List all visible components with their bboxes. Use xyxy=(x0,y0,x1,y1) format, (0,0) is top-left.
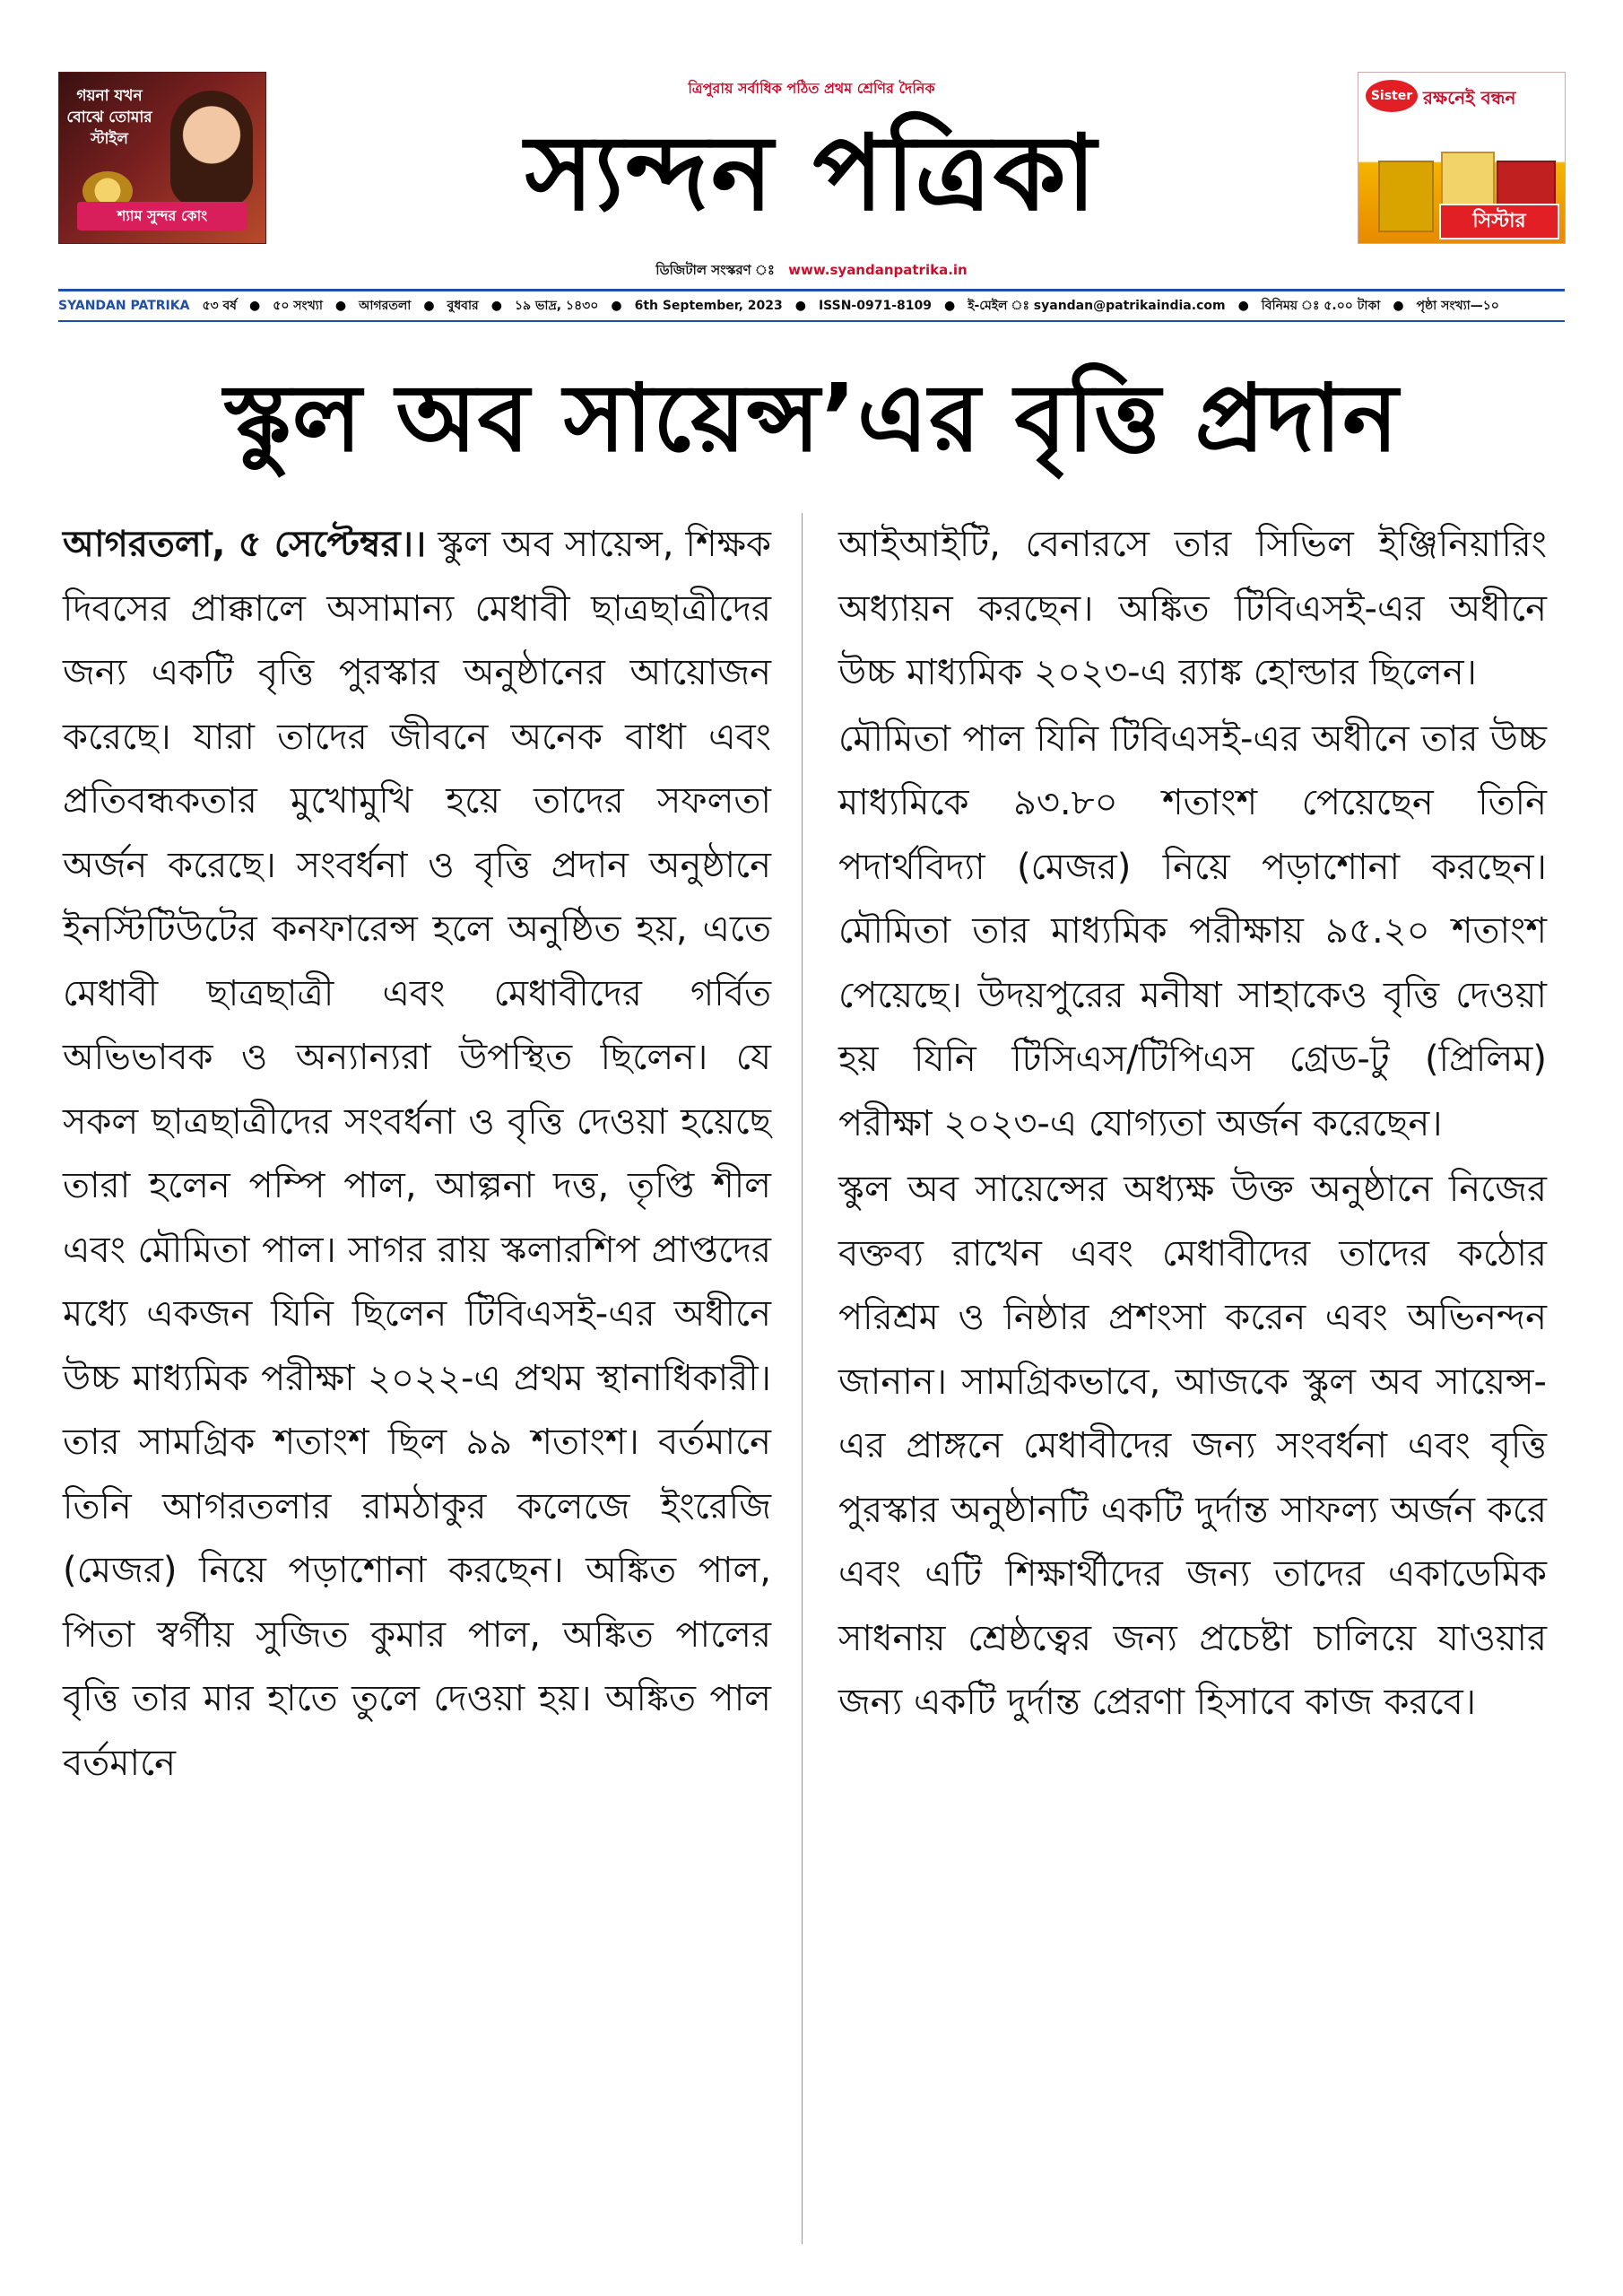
article-paragraph: স্কুল অব সায়েন্সের অধ্যক্ষ উক্ত অনুষ্ঠানে নিজের বক্তব্য রাখেন এবং মেধাবীদের তাদের কঠোর পরিশ্রম ও নিষ্ঠার প্রশংসা করেন এবং অভিনন্দন জানান। সামগ্রিকভাবে, আজকে স্কুল অব সায়েন্স-এর প্রাঙ্গনে মেধাবীদের জন্য সংবর্ধনা এবং বৃত্তি পুরস্কার অনুষ্ঠানটি একটি দুর্দান্ত সাফল্য অর্জন করে এবং এটি শিক্ষার্থীদের জন্য তাদের একাডেমিক সাধনায় শ্রেষ্ঠত্বের জন্য প্রচেষ্টা চালিয়ে যাওয়ার জন্য একটি দুর্দান্ত প্রেরণা হিসাবে কাজ করবে। xyxy=(838,1169,1547,1723)
article-column-right xyxy=(838,513,1547,1737)
strip-weekday: বুধবার xyxy=(447,299,479,313)
ad-left-brand: শ্যাম সুন্দর কোং xyxy=(77,202,247,230)
bullet-icon: ● xyxy=(423,299,435,313)
bullet-icon: ● xyxy=(490,299,502,313)
bullet-icon: ● xyxy=(1237,299,1249,313)
ad-right-brand: সিস্টার xyxy=(1439,204,1559,239)
article-body-left: স্কুল অব সায়েন্স, শিক্ষক দিবসের প্রাক্কালে অসামান্য মেধাবী ছাত্রছাত্রীদের জন্য একটি বৃত্তি পুরস্কার অনুষ্ঠানের আয়োজন করেছে। যারা তাদের জীবনে অনেক বাধা এবং প্রতিবন্ধকতার মুখোমুখি হয়ে তাদের সফলতা অর্জন করেছে। সংবর্ধনা ও বৃত্তি প্রদান অনুষ্ঠানে ইনস্টিটিউটের কনফারেন্স হলে অনুষ্ঠিত হয়, এতে মেধাবী ছাত্রছাত্রী এবং মেধাবীদের গর্বিত অভিভাবক ও অন্যান্যরা উপস্থিত ছিলেন। যে সকল ছাত্রছাত্রীদের সংবর্ধনা ও বৃত্তি দেওয়া হয়েছে তারা হলেন পম্পি পাল, আল্পনা দত্ত, তৃপ্তি শীল এবং মৌমিতা পাল। সাগর রায় স্কলারশিপ প্রাপ্তদের মধ্যে একজন যিনি ছিলেন টিবিএসই-এর অধীনে উচ্চ মাধ্যমিক পরীক্ষা ২০২২-এ প্রথম স্থানাধিকারী। তার সামগ্রিক শতাংশ ছিল ৯৯ শতাংশ। বর্তমানে তিনি আগরতলার রামঠাকুর কলেজে ইংরেজি (মেজর) নিয়ে পড়াশোনা করছেন। অঙ্কিত পাল, পিতা স্বর্গীয় সুজিত কুমার পাল, অঙ্কিত পালের বৃত্তি তার মার হাতে তুলে দেওয়া হয়। অঙ্কিত পাল বর্তমানে xyxy=(63,524,771,1784)
bullet-icon: ● xyxy=(249,299,261,313)
newspaper-title: স্যন্দন পত্রিকা xyxy=(525,112,1098,234)
article-paragraph xyxy=(63,513,771,1796)
edition-info-strip xyxy=(58,289,1565,322)
article-column-left xyxy=(63,513,771,1797)
bullet-icon: ● xyxy=(794,299,806,313)
ad-right-tagline: রক্ষনেই বন্ধন xyxy=(1423,87,1516,109)
sister-logo: Sister xyxy=(1366,80,1418,112)
strip-price: বিনিময় ঃ ৫.০০ টাকা xyxy=(1261,299,1381,313)
bullet-icon: ● xyxy=(1393,299,1404,313)
bullet-icon: ● xyxy=(611,299,622,313)
bullet-icon: ● xyxy=(943,299,956,313)
strip-brand: SYANDAN PATRIKA xyxy=(58,299,190,313)
strip-bengali-date: ১৯ ভাদ্র, ১৪৩০ xyxy=(514,299,599,313)
strip-issn: ISSN-0971-8109 xyxy=(818,299,932,313)
website-link[interactable]: www.syandanpatrika.in xyxy=(788,262,968,278)
strip-email[interactable]: ই-মেইল ঃ syandan@patrikaindia.com xyxy=(968,299,1226,313)
digital-edition-line xyxy=(0,260,1623,283)
bullet-icon: ● xyxy=(334,299,347,313)
article-paragraph: মৌমিতা পাল যিনি টিবিএসই-এর অধীনে তার উচ্চ মাধ্যমিকে ৯৩.৮০ শতাংশ পেয়েছেন তিনি পদার্থবিদ্যা (মেজর) নিয়ে পড়াশোনা করছেন। মৌমিতা তার মাধ্যমিক পরীক্ষায় ৯৫.২০ শতাংশ পেয়েছে। উদয়পুরের মনীষা সাহাকেও বৃত্তি দেওয়া হয় যিনি টিসিএস/টিপিএস গ্রেড-টু (প্রিলিম) পরীক্ষা ২০২৩-এ যোগ্যতা অর্জন করেছেন। xyxy=(838,718,1547,1144)
strip-issue: ৫০ সংখ্যা xyxy=(273,299,323,313)
strip-place: আগরতলা xyxy=(359,299,412,313)
strip-year: ৫৩ বর্ষ xyxy=(202,299,238,313)
article-headline: স্কুল অব সায়েন্স’এর বৃত্তি প্রদান xyxy=(223,363,1400,473)
article-paragraph: আইআইটি, বেনারসে তার সিভিল ইঞ্জিনিয়ারিং অধ্যায়ন করছেন। অঙ্কিত টিবিএসই-এর অধীনে উচ্চ মাধ্যমিক ২০২৩-এ র‍্যাঙ্ক হোল্ডার ছিলেন। xyxy=(838,524,1547,693)
strip-date: 6th September, 2023 xyxy=(634,299,783,313)
article-dateline: আগরতলা, ৫ সেপ্টেম্বর।। xyxy=(63,524,427,565)
strip-pages: পৃষ্ঠা সংখ্যা—১০ xyxy=(1416,299,1499,313)
ad-left-text: গয়না যখন বোঝে তোমার স্টাইল xyxy=(66,87,152,148)
masthead-tagline: ত্রিপুরায় সর্বাধিক পঠিত প্রথম শ্রেণির দৈনিক xyxy=(688,80,935,97)
column-divider xyxy=(802,513,803,2244)
digital-edition-label: ডিজিটাল সংস্করণ ঃ xyxy=(655,262,775,278)
